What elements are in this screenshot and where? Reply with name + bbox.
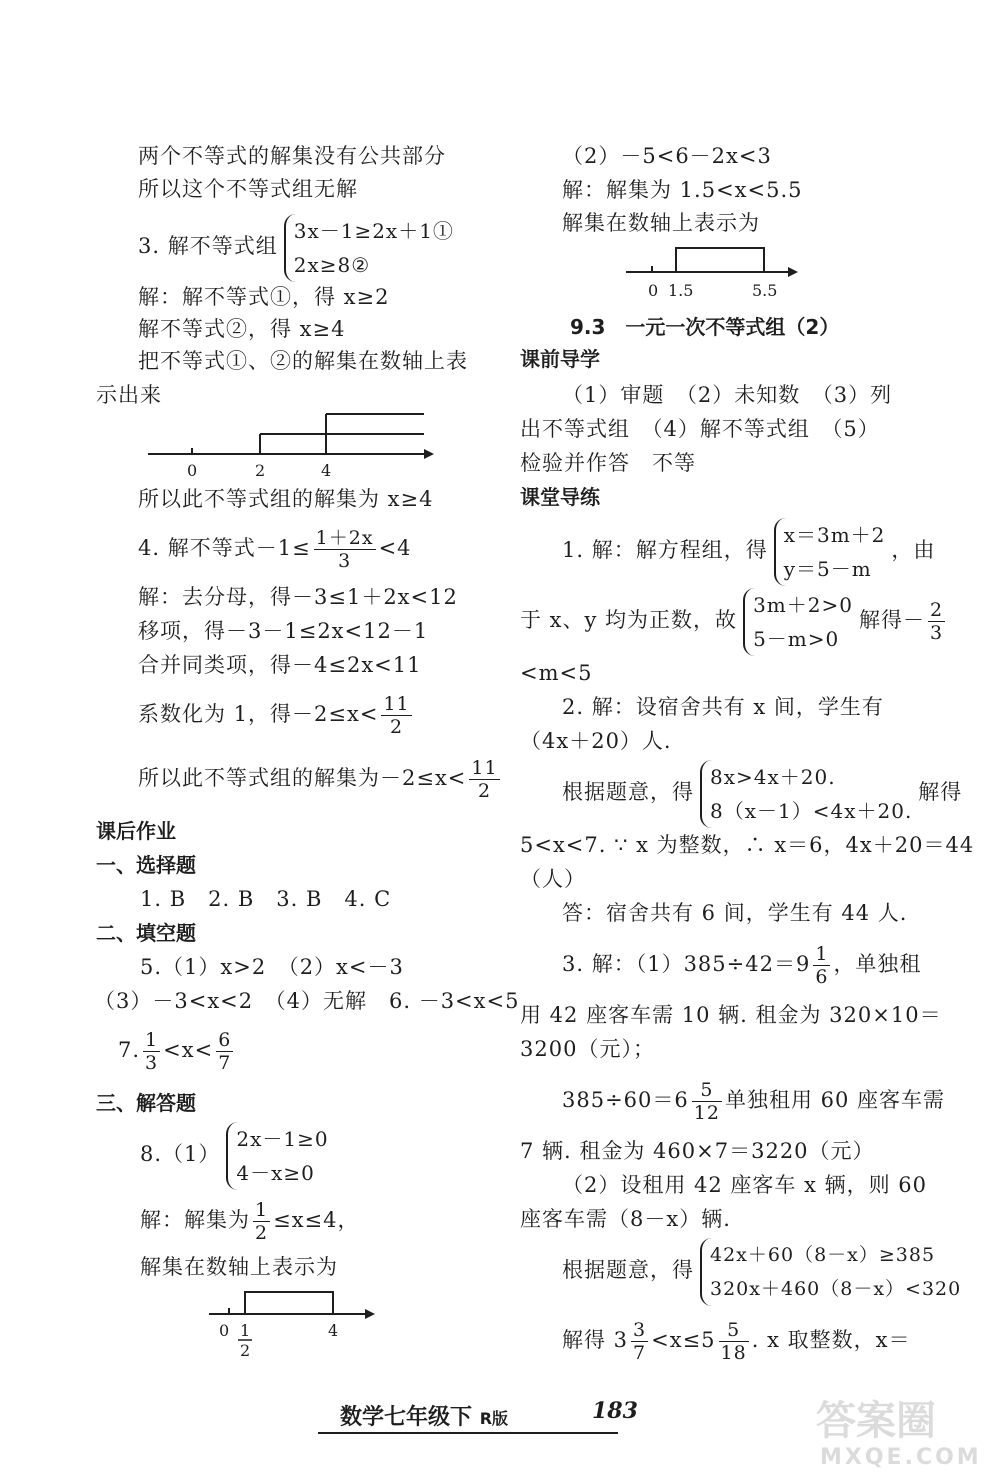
numerator: 1＋2x	[315, 527, 374, 549]
section-multiple-choice: 一、选择题	[96, 853, 196, 877]
tick-label-0: 0	[648, 281, 659, 300]
q4-conclusion	[138, 752, 503, 804]
numerator: 6	[218, 1029, 232, 1051]
combine-terms-step: 合并同类项，得－4≤2x<11	[138, 653, 422, 677]
inequality-1: 2x－1≥0	[236, 1126, 329, 1151]
transpose-step: 移项，得－3－1≤2x<12－1	[138, 619, 429, 643]
watermark-logo	[810, 1390, 990, 1470]
solve-inequality-1: 解：解不等式①，得 x≥2	[138, 285, 390, 309]
solution-interval-box	[676, 248, 764, 272]
rent-text: ，单独租	[833, 952, 922, 976]
q8-number-line-intro: 解集在数轴上表示为	[140, 1255, 338, 1279]
fraction	[719, 1319, 749, 1364]
practice-3-line-1	[562, 938, 921, 990]
numerator: 5	[692, 1079, 722, 1102]
practice-1-text: 1. 解：解方程组，得	[562, 538, 768, 562]
numerator: 11	[471, 757, 498, 779]
numerator: 5	[719, 1319, 749, 1342]
fraction	[469, 757, 499, 802]
fill-blank-answer-5-6: （3）－3<x<2 （4）无解 6. －3<x<5	[94, 989, 520, 1013]
practice-2-system	[562, 758, 962, 828]
question-2-inequality: （2）－5<6－2x<3	[562, 144, 772, 168]
practice-3-line-4	[562, 1074, 945, 1126]
q3-conclusion: 所以此不等式组的解集为 x≥4	[138, 487, 434, 511]
inequality-1: 8x>4x＋20.	[710, 764, 836, 789]
preview-line-2: 出不等式组 （4）解不等式组 （5）	[520, 417, 880, 441]
axis-arrow-icon	[365, 1309, 375, 1319]
inequality-2: 5－m>0	[753, 626, 840, 651]
practice-1-result: <m<5	[520, 661, 593, 685]
solution-suffix: ≤x≤4，	[273, 1208, 360, 1232]
watermark-url-text: MXQE.COM	[820, 1445, 982, 1470]
number-line-q8	[205, 1286, 385, 1360]
denominator: 18	[720, 1342, 747, 1364]
numerator: 1	[815, 943, 829, 965]
system-text: 根据题意，得	[562, 1258, 694, 1282]
tick-label-4: 4	[328, 1321, 339, 1340]
numerator: 1	[145, 1029, 159, 1051]
q8-solution	[140, 1194, 360, 1246]
question-8-label: 8.（1）	[140, 1142, 221, 1166]
footer-title	[340, 1400, 508, 1431]
tick-label-half-denominator: 2	[240, 1341, 251, 1360]
practice-1-cont	[520, 586, 948, 656]
fill-blank-answer-5: 5.（1）x>2 （2）x<－3	[140, 955, 404, 979]
answer-7-middle: <x<	[163, 1038, 214, 1062]
section-homework: 课后作业	[96, 819, 176, 843]
preview-line-3: 检验并作答 不等	[520, 451, 696, 475]
section-title-9-3: 9.3 一元一次不等式组（2）	[570, 315, 840, 339]
result-text: 解得 3	[562, 1328, 629, 1352]
rent-text: 单独租用 60 座客车需	[724, 1088, 946, 1112]
section-problems: 三、解答题	[96, 1091, 196, 1115]
conclusion-text: 所以此不等式组的解集为－2≤x<	[138, 766, 467, 790]
practice-1	[562, 516, 935, 586]
tick-label-0: 0	[219, 1321, 230, 1340]
numerator: 3	[633, 1319, 647, 1341]
page-footer	[318, 1396, 638, 1436]
remove-denominator-step: 解：去分母，得－3≤1＋2x<12	[138, 585, 458, 609]
section-fill-blank: 二、填空题	[96, 921, 196, 945]
division-text: 385÷60＝6	[562, 1088, 689, 1112]
practice-1-brace	[774, 518, 886, 586]
watermark-main-text: 答案圈	[816, 1398, 936, 1444]
section-preview: 课前导学	[520, 347, 600, 371]
numerator: 11	[383, 693, 410, 715]
question-4	[138, 522, 412, 574]
equation-2: y＝5－m	[783, 556, 872, 581]
fraction	[631, 1319, 648, 1364]
fill-blank-answer-7	[118, 1024, 236, 1076]
denominator: 3	[145, 1052, 159, 1074]
division-text: 3. 解：（1）385÷42＝9	[562, 952, 811, 976]
footer-rule	[318, 1432, 618, 1434]
practice-2-students: （4x＋20）人.	[520, 729, 672, 753]
practice-2-brace	[700, 760, 912, 828]
tick-label-5-5: 5.5	[752, 281, 778, 300]
positivity-brace	[743, 588, 853, 656]
fraction	[692, 1079, 722, 1124]
practice-3-line-6: （2）设租用 42 座客车 x 辆，则 60	[562, 1173, 928, 1197]
fraction	[314, 527, 376, 572]
question-3-system	[138, 212, 460, 282]
tick-label-2: 2	[255, 461, 266, 480]
denominator: 2	[389, 716, 404, 738]
question-4-suffix: <4	[378, 536, 412, 560]
question-3-label: 3. 解不等式组	[138, 234, 278, 258]
practice-3-line-7: 座客车需（8－x）辆.	[520, 1207, 731, 1231]
denominator: 7	[218, 1052, 232, 1074]
inequality-1: 3x－1≥2x＋1①	[293, 218, 454, 243]
inequality-2: 4－x≥0	[236, 1160, 315, 1185]
fraction	[813, 943, 830, 988]
practice-3-line-2: 用 42 座客车需 10 辆. 租金为 320×10＝	[520, 1003, 942, 1027]
question-2-solution: 解：解集为 1.5<x<5.5	[562, 178, 803, 202]
inequality-1: 42x＋60（8－x）≥385	[710, 1243, 936, 1266]
denominator: 2	[255, 1222, 269, 1244]
denominator: 12	[693, 1102, 720, 1124]
question-2-number-line-intro: 解集在数轴上表示为	[562, 211, 760, 235]
denominator: 2	[477, 780, 492, 802]
equation-1: x＝3m＋2	[783, 522, 886, 547]
number-line-intro-cont: 示出来	[96, 383, 162, 407]
denominator: 3	[338, 550, 352, 572]
practice-3-line-3: 3200（元）；	[520, 1037, 655, 1061]
number-line-q2	[622, 240, 802, 300]
inequality-2: 8（x－1）<4x＋20.	[710, 798, 913, 823]
question-8-system	[140, 1120, 335, 1190]
axis-arrow-icon	[788, 267, 798, 277]
page-number: 183	[592, 1398, 638, 1424]
denominator: 6	[815, 966, 829, 988]
tick-label-4: 4	[321, 461, 332, 480]
solve-text: 解得	[918, 780, 963, 804]
multiple-choice-answers: 1. B 2. B 3. B 4. C	[140, 887, 392, 911]
practice-3-line-5: 7 辆. 租金为 460×7＝3220（元）	[520, 1139, 875, 1163]
positivity-text: 于 x、y 均为正数，故	[520, 608, 738, 632]
fraction	[216, 1029, 233, 1074]
fraction	[253, 1199, 270, 1244]
practice-2-answer: 答：宿舍共有 6 间，学生有 44 人.	[562, 901, 908, 925]
numerator: 1	[255, 1199, 269, 1221]
inequality-1: 3m＋2>0	[753, 592, 853, 617]
result-suffix: . x 取整数，x＝	[751, 1328, 911, 1352]
tick-label-half-numerator: 1	[240, 1321, 251, 1340]
coefficient-text: 系数化为 1，得－2≤x<	[138, 702, 379, 726]
denominator: 3	[929, 622, 944, 644]
question-3-brace	[284, 214, 454, 282]
practice-3-result	[562, 1314, 910, 1366]
practice-3-brace	[700, 1238, 961, 1306]
answer-7-label: 7.	[118, 1038, 141, 1062]
denominator: 7	[633, 1342, 647, 1364]
fraction	[381, 693, 411, 738]
edition-label: R版	[479, 1409, 509, 1428]
solve-inequality-2: 解不等式②，得 x≥4	[138, 317, 346, 341]
solve-text: 解得－	[858, 608, 925, 632]
inequality-2: 320x＋460（8－x）<320	[710, 1277, 962, 1300]
preview-line-1: （1）审题 （2）未知数 （3）列	[562, 383, 893, 407]
practice-2-integer: 5<x<7. ∵ x 为整数，∴ x＝6，4x＋20＝44	[520, 833, 975, 857]
no-solution-line: 所以这个不等式组无解	[138, 177, 358, 201]
question-4-label: 4. 解不等式－1≤	[138, 536, 311, 560]
practice-2-unit: （人）	[520, 867, 586, 891]
tick-label-0: 0	[187, 461, 198, 480]
section-classroom: 课堂导练	[520, 485, 600, 509]
solution-interval-box	[245, 1292, 333, 1314]
result-middle: <x≤5	[651, 1328, 716, 1352]
practice-2-setup: 2. 解：设宿舍共有 x 间，学生有	[562, 695, 884, 719]
fraction	[143, 1029, 160, 1074]
axis-arrow-icon	[424, 449, 434, 459]
practice-3-system	[562, 1236, 967, 1306]
number-line-q3	[140, 408, 440, 480]
system-text: 根据题意，得	[562, 780, 694, 804]
no-common-solution-line: 两个不等式的解集没有公共部分	[138, 144, 446, 168]
fraction	[928, 599, 945, 644]
numerator: 2	[929, 599, 944, 621]
tick-label-1-5: 1.5	[668, 281, 694, 300]
question-8-brace	[226, 1122, 328, 1190]
practice-1-suffix: ，由	[891, 538, 936, 562]
inequality-2: 2x≥8②	[293, 252, 371, 277]
book-title: 数学七年级下	[340, 1405, 473, 1430]
coefficient-step	[138, 688, 415, 740]
solution-text: 解：解集为	[140, 1208, 250, 1232]
number-line-intro: 把不等式①、②的解集在数轴上表	[138, 349, 468, 373]
